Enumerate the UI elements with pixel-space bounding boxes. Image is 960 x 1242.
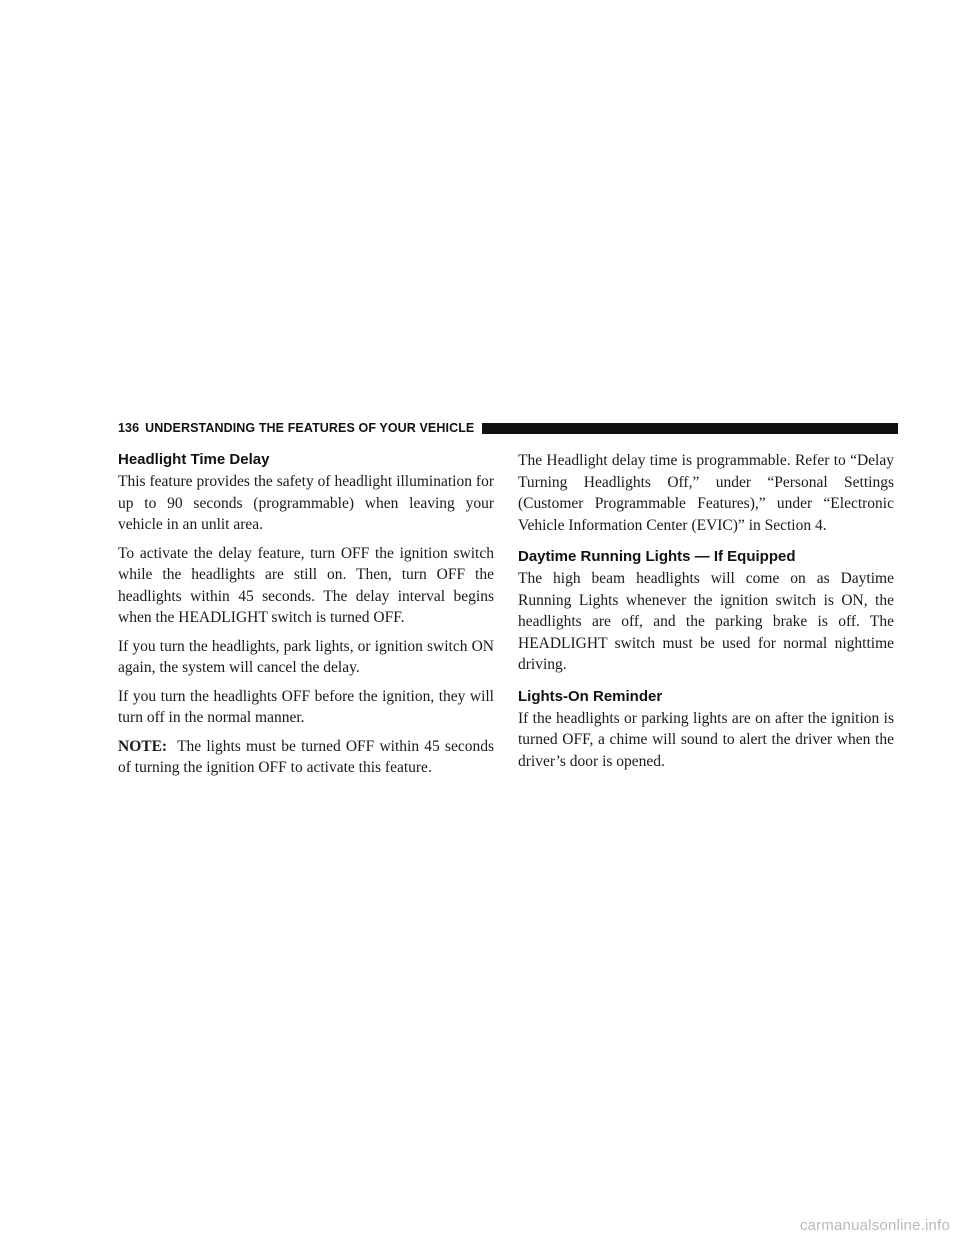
running-header: [118, 420, 898, 436]
paragraph: If you turn the headlights, park lights, or ignition switch ON again, the system will cancel the delay.: [118, 637, 494, 676]
running-title: UNDERSTANDING THE FEATURES OF YOUR VEHICLE: [145, 421, 475, 435]
paragraph: The Headlight delay time is programmable. Refer to “Delay Turning Headlights Off,” under “Personal Settings (Customer Programmable Features),” under “Electronic Vehicle Information Center (EVIC)” in Section 4.: [518, 452, 894, 534]
paragraph: The high beam headlights will come on as Daytime Running Lights whenever the ignition switch is ON, the headlights are off, and the parking brake is off. The HEADLIGHT switch must be used for normal nighttime driving.: [518, 570, 894, 673]
header-rule: [482, 423, 898, 434]
left-column: [118, 450, 494, 786]
section-heading-headlight-time-delay: Headlight Time Delay: [118, 451, 270, 468]
watermark: carmanualsonline.info: [799, 1217, 950, 1234]
note-label: NOTE:: [118, 737, 168, 755]
page-number: 136: [118, 421, 140, 435]
note-paragraph: [118, 736, 494, 779]
paragraph: If the headlights or parking lights are on after the ignition is turned OFF, a chime will sound to alert the driver when the driver’s door is opened.: [518, 709, 894, 770]
right-column: [518, 450, 894, 779]
note-text: The lights must be turned OFF within 45 seconds of turning the ignition OFF to activate this feature.: [118, 737, 494, 776]
paragraph: If you turn the headlights OFF before the ignition, they will turn off in the normal manner.: [118, 687, 494, 726]
section-heading-lights-on-reminder: Lights-On Reminder: [518, 687, 663, 705]
paragraph: This feature provides the safety of headlight illumination for up to 90 seconds (programmable) when leaving your vehicle in an unlit area.: [118, 473, 494, 533]
section-heading-daytime-running-lights: Daytime Running Lights — If Equipped: [518, 548, 796, 565]
paragraph: To activate the delay feature, turn OFF the ignition switch while the headlights are still on. Then, turn OFF the headlights within 45 seconds. The delay interval begins when the HEADLIGHT switch is turned OFF.: [118, 544, 494, 626]
